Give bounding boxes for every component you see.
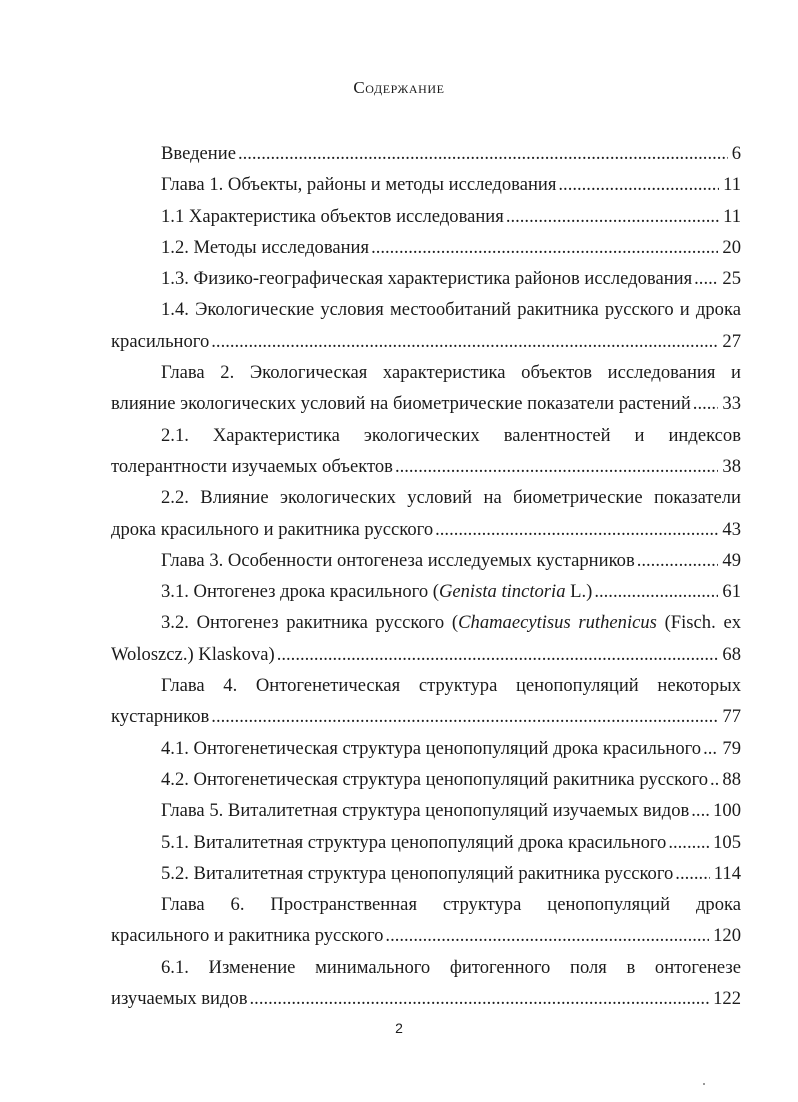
- toc-entry-title: толерантности изучаемых объектов: [111, 455, 393, 477]
- toc-entry-page: 49: [722, 549, 741, 571]
- toc-entry-page: 11: [723, 174, 741, 196]
- toc-entry[interactable]: [111, 701, 741, 732]
- toc-entry[interactable]: [111, 388, 741, 419]
- table-of-contents: [111, 138, 741, 1014]
- toc-leader-dots: [558, 169, 719, 200]
- toc-entry-first-line[interactable]: Глава 2. Экологическая характеристика объектов исследования и: [161, 362, 741, 384]
- toc-leader-dots: [675, 858, 710, 889]
- toc-leader-dots: [637, 545, 719, 576]
- toc-entry-page: 11: [723, 205, 741, 227]
- toc-entry-title: красильного: [111, 330, 210, 352]
- toc-leader-dots: [693, 388, 719, 419]
- toc-entry-page: 79: [722, 737, 741, 759]
- toc-entry-page: 61: [722, 581, 741, 603]
- toc-entry-page: 25: [722, 268, 741, 290]
- toc-entry[interactable]: [111, 795, 741, 826]
- toc-leader-dots: [506, 201, 719, 232]
- toc-entry[interactable]: [111, 514, 741, 545]
- toc-entry-title: красильного и ракитника русского: [111, 925, 384, 947]
- toc-entry-title: 1.2. Методы исследования: [161, 236, 370, 258]
- toc-entry-title: кустарников: [111, 706, 210, 728]
- toc-entry-title: Введение: [161, 143, 236, 164]
- toc-entry-page: 114: [713, 862, 741, 884]
- toc-leader-dots: [371, 232, 718, 263]
- toc-entry[interactable]: [111, 326, 741, 357]
- toc-entry-title: 1.3. Физико-географическая характеристика районов исследования: [161, 268, 693, 290]
- toc-entry-first-line[interactable]: Глава 6. Пространственная структура ценопопуляций дрока: [161, 894, 741, 916]
- toc-leader-dots: [691, 795, 709, 826]
- page-title: Содержание: [353, 78, 445, 97]
- toc-entry-first-line[interactable]: 1.4. Экологические условия местообитаний ракитника русского и дрока: [161, 299, 741, 321]
- toc-entry[interactable]: [111, 169, 741, 200]
- toc-leader-dots: [668, 827, 709, 858]
- species-name-latin: Genista tinctoria: [438, 581, 566, 603]
- toc-leader-dots: [435, 514, 718, 545]
- toc-entry-page: 6: [731, 143, 741, 164]
- toc-entry-first-line[interactable]: 2.2. Влияние экологических условий на биометрические показатели: [161, 487, 741, 509]
- toc-entry-page: 33: [722, 393, 741, 415]
- toc-entry-page: 27: [722, 330, 741, 352]
- toc-entry-title: Глава 3. Особенности онтогенеза исследуемых кустарников: [161, 549, 635, 571]
- toc-entry-page: 120: [713, 925, 741, 947]
- toc-entry[interactable]: [111, 764, 741, 795]
- toc-entry-title-end: (Fisch. ex: [656, 612, 741, 634]
- toc-entry-title: 4.1. Онтогенетическая структура ценопопуляций дрока красильного: [161, 737, 702, 759]
- toc-entry[interactable]: [111, 451, 741, 482]
- toc-leader-dots: [277, 639, 719, 670]
- toc-entry-page: 88: [722, 768, 741, 790]
- toc-entry-title: изучаемых видов: [111, 988, 248, 1010]
- toc-entry-title: влияние экологических условий на биометрические показатели растений: [111, 393, 691, 415]
- toc-entry[interactable]: [111, 827, 741, 858]
- toc-entry-title: Woloszcz.) Klaskova): [111, 643, 275, 665]
- toc-entry-page: 77: [722, 706, 741, 728]
- toc-entry[interactable]: [111, 983, 741, 1014]
- species-name-latin: Chamaecytisus ruthenicus: [458, 612, 657, 634]
- toc-entry[interactable]: [111, 201, 741, 232]
- toc-entry[interactable]: [111, 263, 741, 294]
- toc-entry[interactable]: [111, 733, 741, 764]
- toc-entry[interactable]: [111, 858, 741, 889]
- toc-entry-title-start: 3.1. Онтогенез дрока красильного (: [161, 581, 439, 603]
- toc-entry-page: 68: [722, 643, 741, 665]
- toc-entry-page: 38: [722, 455, 741, 477]
- toc-entry[interactable]: [111, 545, 741, 576]
- toc-entry[interactable]: [111, 639, 741, 670]
- toc-leader-dots: [710, 764, 718, 795]
- toc-leader-dots: [703, 733, 718, 764]
- scan-speck: [703, 1083, 705, 1085]
- toc-entry-page: 105: [713, 831, 741, 853]
- toc-leader-dots: [395, 451, 718, 482]
- toc-entry-first-line[interactable]: Глава 4. Онтогенетическая структура ценопопуляций некоторых: [161, 675, 741, 697]
- toc-leader-dots: [250, 983, 710, 1014]
- toc-entry-title: [161, 576, 592, 607]
- toc-entry-page: 20: [722, 236, 741, 258]
- toc-entry-title: 5.1. Виталитетная структура ценопопуляций дрока красильного: [161, 831, 667, 853]
- toc-leader-dots: [385, 920, 709, 951]
- toc-entry-title: 1.1 Характеристика объектов исследования: [161, 205, 504, 227]
- toc-entry-first-line[interactable]: 6.1. Изменение минимального фитогенного поля в онтогенезе: [161, 956, 741, 978]
- toc-leader-dots: [211, 326, 718, 357]
- toc-entry-page: 100: [713, 800, 741, 822]
- toc-entry-page: 43: [722, 518, 741, 540]
- toc-entry-title: 5.2. Виталитетная структура ценопопуляций ракитника русского: [161, 862, 674, 884]
- toc-entry-first-line[interactable]: 2.1. Характеристика экологических валентностей и индексов: [161, 424, 741, 446]
- toc-entry-title: Глава 5. Виталитетная структура ценопопуляций изучаемых видов: [161, 800, 690, 822]
- toc-entry[interactable]: [111, 138, 741, 169]
- toc-leader-dots: [694, 263, 718, 294]
- toc-leader-dots: [211, 701, 718, 732]
- toc-entry-title-end: L.): [565, 581, 593, 603]
- toc-entry-title: Глава 1. Объекты, районы и методы исследования: [161, 174, 557, 196]
- toc-entry[interactable]: [111, 920, 741, 951]
- toc-entry[interactable]: [111, 576, 741, 607]
- toc-leader-dots: [238, 138, 728, 169]
- toc-entry-title-start: 3.2. Онтогенез ракитника русского (: [161, 612, 459, 634]
- toc-entry-title: дрока красильного и ракитника русского: [111, 518, 434, 540]
- toc-entry[interactable]: [111, 232, 741, 263]
- toc-entry-first-line[interactable]: [111, 607, 741, 638]
- page-number: 2: [395, 1020, 403, 1036]
- toc-leader-dots: [594, 576, 718, 607]
- toc-entry-page: 122: [713, 988, 741, 1010]
- toc-entry-title: 4.2. Онтогенетическая структура ценопопуляций ракитника русского: [161, 768, 709, 790]
